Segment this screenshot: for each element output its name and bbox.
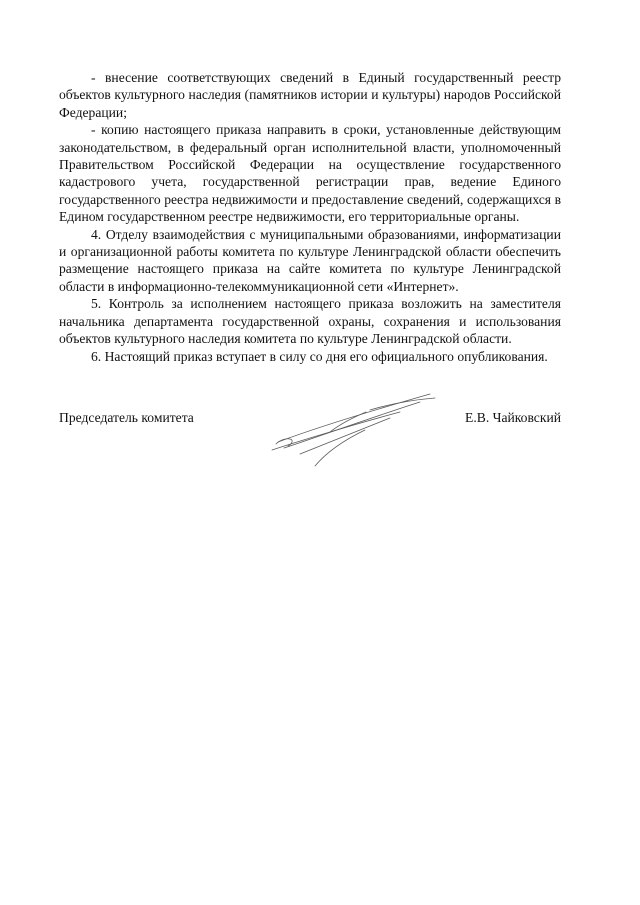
paragraph-copy-distribution: - копию настоящего приказа направить в сроки, установленные действующим законодательством, в федеральный орган исполнительной власти, уполномоченный Правительством Российской Федерации на осуществление государственного кадастрового учета, государственной регистрации прав, ведение Единого государственного реестра недвижимости и предоставление сведений, содержащихся в Едином государственном реестре недвижимости, его территориальные органы. [59, 122, 561, 225]
signer-title: Председатель комитета [59, 410, 194, 425]
signer-name: Е.В. Чайковский [465, 410, 561, 425]
paragraph-item-5: 5. Контроль за исполнением настоящего приказа возложить на заместителя начальника департамента государственной охраны, сохранения и использования объектов культурного наследия комитета по культуре Ленинградской области. [59, 296, 561, 347]
paragraph-registry-entry: - внесение соответствующих сведений в Единый государственный реестр объектов культурного наследия (памятников истории и культуры) народов Российской Федерации; [59, 70, 561, 120]
handwritten-signature [270, 392, 440, 467]
paragraph-item-4: 4. Отделу взаимодействия с муниципальными образованиями, информатизации и организационной работы комитета по культуре Ленинградской области обеспечить размещение настоящего приказа на сайте комитета по культуре Ленинградской области в информационно-телекоммуникационной сети «Интернет». [59, 226, 561, 294]
paragraph-item-6: 6. Настоящий приказ вступает в силу со дня его официального опубликования. [91, 348, 548, 364]
document-body [59, 69, 561, 365]
